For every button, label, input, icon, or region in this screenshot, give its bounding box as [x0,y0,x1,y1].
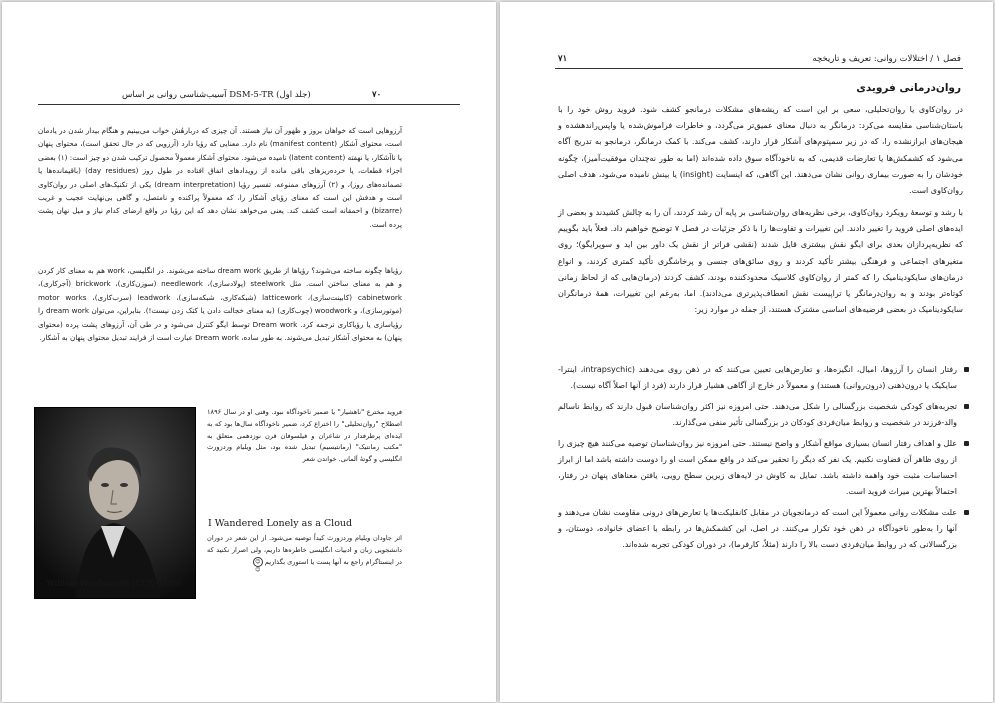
list-item-text: علل و اهداف رفتار انسان بسیاری مواقع آشکار و واضح نیستند. حتی امروزه نیز روان‌شناسان توصیه می‌کنند هیچ چیزی را از روی ظاهر آن قضاوت نکنیم. یک نفر که دیگر را تحقیر می‌کند در واقع ممکن است او را دوست داشته باشد اما از ابراز احساسات مثبت خود واهمه داشته باشد. تمایل به کاوش در لایه‌های زیرین سطح رویی، یافتن معناهای پنهان در رفتار، احتمالاً بهترین میراث فروید است. [558,439,957,496]
section-heading: روان‌درمانی فرویدی [856,82,961,94]
list-item [558,436,971,500]
bullet-icon [964,367,969,372]
bullet-list [558,362,971,558]
portrait-caption: William Wordsworth (1770-1850) [46,579,182,588]
bullet-icon [964,404,969,409]
bullet-icon [964,510,969,515]
list-item [558,362,971,394]
poem-title: I Wandered Lonely as a Cloud [208,518,353,529]
portrait-image [35,408,195,598]
list-item [558,505,971,553]
body-paragraph: رؤیاها چگونه ساخته می‌شوند؟ رؤیاها از طریق dream work ساخته می‌شوند. در انگلیسی، work هم به معنای کار کردن و هم به معنای ساختن است. مثل steelwork (پولادسازی)، needlework (سوزن‌کاری)، brickwork (آجرکاری)، cabinetwork (کابینت‌سازی)، latticework (شبکه‌کاری، شبکه‌سازی)، leadwork (سرب‌کاری)، motor works (موتورسازی)، و woodwork (چوب‌کاری) (به معنای خجالت دادن یا کتک زدن نیست!). بنابراین، می‌توان dream work را رؤیاسازی یا رؤیاکاری ترجمه کرد. Dream work توسط ایگو کنترل می‌شود و در طی آن، آرزوهای پشت پرده (محتوای پنهان) به محتوای آشکار تبدیل می‌شوند. به طور ساده، Dream work عبارت است از فرایند تبدیل محتوای پنهان به آشکار. [38,266,403,343]
sidebar-note: فروید مخترع "ناهشیار" یا ضمیر ناخودآگاه نبود. وقتی او در سال ۱۸۹۶ اصطلاح "روان‌تحلیلی" را اختراع کرد، ضمیر ناخودآگاه سال‌ها بود که به ایده‌ای پرطرفدار در شاعران و فیلسوفان قرن نوزدهمی متعلق به "مکتب رمانتیک" (رمانتیسیم) تبدیل شده بود، مثل ویلیام وردزورث انگلیسی و گوتهٔ آلمانی. خواندن شعر [207,408,402,464]
body-paragraph: آرزوهایی است که خواهان بروز و ظهور آن نیاز هستند. آن چیزی که دربارهٔش خواب می‌بینیم و هنگام بیدار شدن در یادمان است، محتوای آشکار (manifest content) نام دارد. معنایی که رؤیا دارد (آرزویی که در حال تحقق است)، محتوای پنهان یا ناآشکار، یا نهفته (latent content) نامیده می‌شود. محتوای آشکار معمولاً محصول ترکیب شدن دو چیز است: (۱) بعضی اجزاء قطعات، یا خرده‌ریزهای باقی مانده از رویدادهای اتفاق افتاده در طول روز (day residues) (باقیمانده‌ها یا تصمانده‌های روز)، و (۲) آرزوهای ممنوعه. تفسیر رؤیا (dream interpretation) یکی از تکنیک‌های اصلی در روان‌کاوی است و هدفش این است که معنای رؤیای آشکار را، که معمولاً پراکنده و نامتصل، و گاهی بی‌نهایت عجیب و غریب (bizarre) و احمقانه است کشف کند. یعنی می‌خواهد نشان دهد که این رؤیا در واقع ارضای کدام نیاز و میل نهان پشت پرده است. [38,126,403,229]
smiley-icon: ☺☺ [253,557,263,567]
list-item-text: علت مشکلات روانی معمولاً این است که درمانجویان در مقابل کانفلیکت‌ها یا تعارض‌های درونی مقاومت نشان می‌دهند و آنها را به‌طور ناخودآگاه در ذهن خود تکرار می‌کنند. در اصل، این کشمکش‌ها در رابطه با اعضای خانواده، دوستان، و بزرگسالانی که در روابط میان‌فردی دست بالا را دارند (مثلاً، کارفرما)، در دوران کودکی تجربه شده‌اند. [558,508,957,549]
list-item-text: رفتار انسان را آرزوها، امیال، انگیزه‌ها، و تعارض‌هایی تعیین می‌کنند که در ذهن روی می‌دهند (intrapsychic، اینترا-سایکیک یا درون‌ذهنی (درون‌روانی) هستند) و معمولاً در خارج از آگاهی هشیار قرار دارند (فرد از آنها اصلاً آگاه نیست). [558,365,957,390]
sidebar-note-text: اثر جاودان ویلیام وردزورث کیداً توصیه می‌شود. از این شعر در دوران دانشجویی زبان و ادبیات انگلیسی خاطره‌ها داریم، ولی اصرار نکنید که در اینستاگرام راجع به آنها پست یا استوری بگذاریم [207,534,402,566]
list-item [558,399,971,431]
page-number: ۷۱ [558,54,568,64]
header-rule [555,68,963,69]
running-header-title: آسیب‌شناسی روانی بر اساس DSM-5-TR (جلد اول) [122,90,311,100]
running-header-title: فصل ۱ / اختلالات روانی: تعریف و تاریخچه [812,54,961,64]
sidebar-note-continued [207,533,402,573]
header-rule [38,104,460,105]
wordsworth-portrait [34,407,196,599]
left-book-page [2,2,496,702]
page-number: ۷۰ [372,90,382,100]
body-paragraph: با رشد و توسعهٔ رویکرد روان‌کاوی، برخی نظریه‌های روان‌شناسی بر پایه آن رشد کردند، آن را به چالش کشیدند و بعضی از ایده‌های اصلی فروید را تغییر دادند. این تغییرات و تفاوت‌ها را با ذکر جزئیات در فصل ۷ توضیح خواهیم داد. فعلاً باید بگوییم که نظریه‌پردازان بعدی برای ایگو نقش بیشتری قایل شدند (نقشی فراتر از نقش یک داور بین اید و سوپرایگو)؛ روی متغیرهای اجتماعی و فرهنگی بیشتر تأکید کردند و روی سائق‌های جنسی و پرخاشگری تأکید کمتری کردند، و انواع درمان‌های سایکودینامیک را که کمتر از روان‌کاوی کلاسیک محدودکننده بودند، کشف کردند (درمان‌هایی که از لحاظ زمانی کوتاه‌تر بودند و به روان‌درمانگر یا تراپیست نقش انعطاف‌پذیرتری می‌دادند). اما، به‌رغم این تغییرات، همهٔ درمانگران سایکودینامیک در بعضی فرضیه‌های اساسی مشترک هستند، از جمله در موارد زیر: [558,208,963,315]
list-item-text: تجربه‌های کودکی شخصیت بزرگسالی را شکل می‌دهند. حتی امروزه نیز اکثر روان‌شناسان قبول دارند که روابط ناسالم والد-فرزند در شخصیت و روابط میان‌فردی کودکان در بزرگسالی تأثیر منفی می‌گذارند. [558,402,957,427]
right-book-page [500,2,993,702]
bullet-icon [964,441,969,446]
body-paragraph: در روان‌کاوی یا روان‌تحلیلی، سعی بر این است که ریشه‌های مشکلات درمانجو کشف شود. فروید روش خود را با باستان‌شناسی مقایسه می‌کرد: درمانگر به دنبال معنای عمیق‌تر می‌گردد، و خاطرات فراموش‌شده یا واپس‌راندهشده و هیجان‌های ابرازنشده را، که در زیر سمپتوم‌های آشکار قرار دارند، کشف می‌کند. با کمک درمانگر، درمانجو به تدریج آگاه می‌شود که کشمکش‌ها یا تعارضات قدیمی، که به ناخودآگاه سوق داده شده‌اند (اما به طور نه‌چندان موفقیت‌آمیز)، چگونه خودشان را به صورت بیماری روانی نشان می‌دهند. این آگاهی، که اینسایت (insight) یا بینش نامیده می‌شود، هدف اصلی روان‌کاوی است. [558,105,964,196]
